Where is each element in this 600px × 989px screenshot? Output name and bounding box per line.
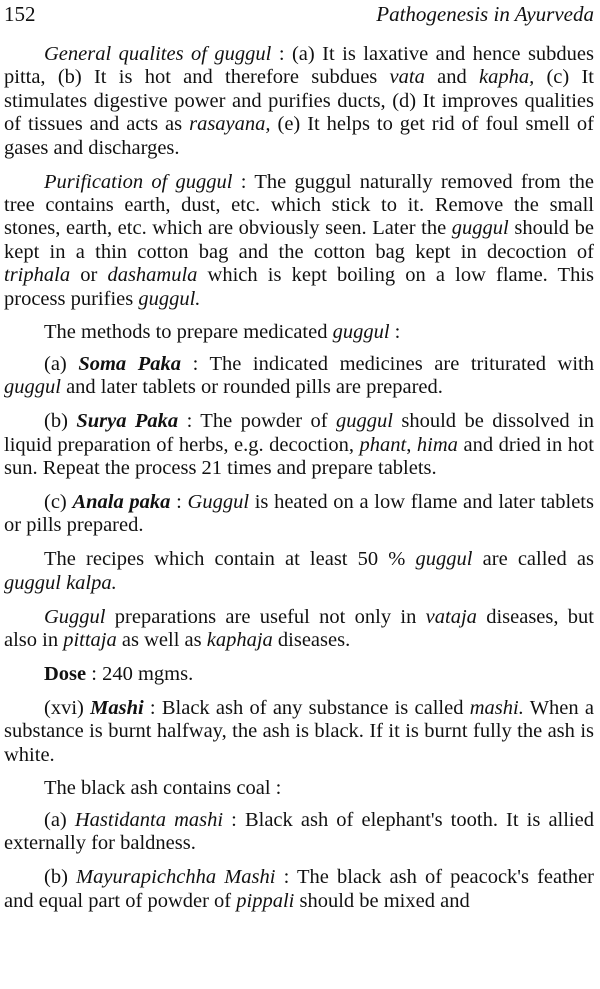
text-run: and <box>424 66 479 89</box>
italic-term: Purification of guggul <box>44 170 233 193</box>
paragraph-mashi <box>4 697 594 767</box>
paragraph-anala-paka <box>4 491 594 538</box>
paragraph-general-qualities <box>4 43 594 160</box>
paragraph-dose <box>4 663 594 686</box>
term-heading: Dose <box>44 662 87 685</box>
text-run: : The indicated medicines are triturated with <box>181 352 594 375</box>
italic-term: pittaja <box>63 628 117 651</box>
paragraph-methods-heading <box>4 321 594 344</box>
text-run: The recipes which contain at least 50 % <box>44 548 416 571</box>
text-run: (a) <box>44 808 75 831</box>
body-text <box>4 43 594 924</box>
text-run: The black ash contains coal : <box>44 777 282 800</box>
text-run: diseases. <box>272 628 351 651</box>
text-run: : The powder of <box>178 410 336 433</box>
italic-term: rasayana, <box>189 113 271 136</box>
italic-term: vataja <box>425 605 477 628</box>
italic-term: Hastidanta mashi <box>74 808 224 831</box>
text-run: (b) <box>44 410 77 433</box>
text-run: : The guggul naturally removed from the tree contains earth, dust, etc. which stick to it. Remove the small stones, earth, etc. which are obviously seen. Later the <box>4 170 595 240</box>
paragraph-hastidanta <box>4 809 594 856</box>
text-run: : Black ash of any substance is called <box>143 696 470 719</box>
text-run: or <box>70 264 108 287</box>
term-heading: Mashi <box>90 696 144 719</box>
text-run: : (a) It is laxative and hence subdues pitta, (b) It is hot and therefore subdues <box>4 43 594 89</box>
italic-term: dashamula <box>107 264 198 287</box>
text-run: should be kept in a thin cotton bag and the cotton bag kept in decoction of <box>4 217 594 263</box>
italic-term: pippali <box>236 889 295 912</box>
paragraph-recipes <box>4 548 594 595</box>
text-run: : 240 mgms. <box>86 662 194 685</box>
text-run: When a substance is burnt halfway, the ash is black. If it is burnt fully the ash is white. <box>4 696 594 766</box>
term-heading: Anala paka <box>72 490 171 513</box>
italic-term: hima <box>416 433 458 456</box>
text-run: preparations are useful not only in <box>105 605 426 628</box>
text-run: : The black ash of peacock's feather and equal part of powder of <box>4 866 594 912</box>
italic-term: kaphaja <box>206 628 273 651</box>
italic-term: Mayurapichchha Mashi <box>76 866 276 889</box>
text-run: diseases, but also in <box>4 605 595 651</box>
text-run: (a) <box>44 352 79 375</box>
text-run: (e) It helps to get rid of foul smell of gases and discharges. <box>4 113 595 159</box>
italic-term: guggul <box>335 410 393 433</box>
italic-term: triphala <box>4 264 71 287</box>
text-run: (c) It stimulates digestive power and purifies ducts, (d) It improves qualities of tissues and acts as <box>4 66 594 136</box>
term-heading: Soma Paka <box>78 352 182 375</box>
paragraph-surya-paka <box>4 410 594 480</box>
text-run: The methods to prepare medicated <box>44 321 333 344</box>
italic-term: mashi. <box>469 696 524 719</box>
text-run: are called as <box>472 548 595 571</box>
text-run: which is kept boiling on a low flame. This process purifies <box>4 264 595 310</box>
text-run: : <box>389 321 401 344</box>
text-run: , <box>406 433 417 456</box>
text-run: should be dissolved in liquid preparation of herbs, e.g. decoction, <box>4 410 595 456</box>
text-run: as well as <box>116 628 207 651</box>
text-run: (c) <box>44 490 73 513</box>
italic-term: kapha, <box>478 66 535 89</box>
text-run: (b) <box>44 866 77 889</box>
italic-term: General qualites of guggul <box>44 43 272 65</box>
text-run: : <box>170 490 188 513</box>
italic-term: guggul <box>4 376 61 399</box>
paragraph-mayurapichchha <box>4 866 594 913</box>
paragraph-soma-paka <box>4 353 594 400</box>
italic-term: guggul. <box>138 287 201 310</box>
term-heading: Surya Paka <box>76 410 179 433</box>
text-run: and dried in hot sun. Repeat the process 21 times and prepare tablets. <box>4 433 594 479</box>
italic-term: Guggul <box>44 605 106 628</box>
paragraph-preparations-useful <box>4 606 594 653</box>
paragraph-black-ash-coal <box>4 777 594 800</box>
page-number: 152 <box>4 2 36 26</box>
italic-term: guggul <box>451 217 509 240</box>
italic-term: Guggul <box>187 490 250 513</box>
text-run: should be mixed and <box>294 889 470 912</box>
text-run: and later tablets or rounded pills are prepared. <box>60 376 443 399</box>
italic-term: guggul <box>415 548 473 571</box>
italic-term: phant <box>359 433 407 456</box>
running-title: Pathogenesis in Ayurveda <box>376 2 594 26</box>
paragraph-purification <box>4 171 594 311</box>
italic-term: guggul <box>332 321 390 344</box>
page-header <box>4 0 594 30</box>
italic-term: guggul kalpa. <box>4 571 117 594</box>
text-run: is heated on a low flame and later tablets or pills prepared. <box>4 490 594 537</box>
text-run: : Black ash of elephant's tooth. It is allied externally for baldness. <box>4 808 594 855</box>
italic-term: vata <box>389 66 425 89</box>
text-run: (xvi) <box>44 696 91 719</box>
